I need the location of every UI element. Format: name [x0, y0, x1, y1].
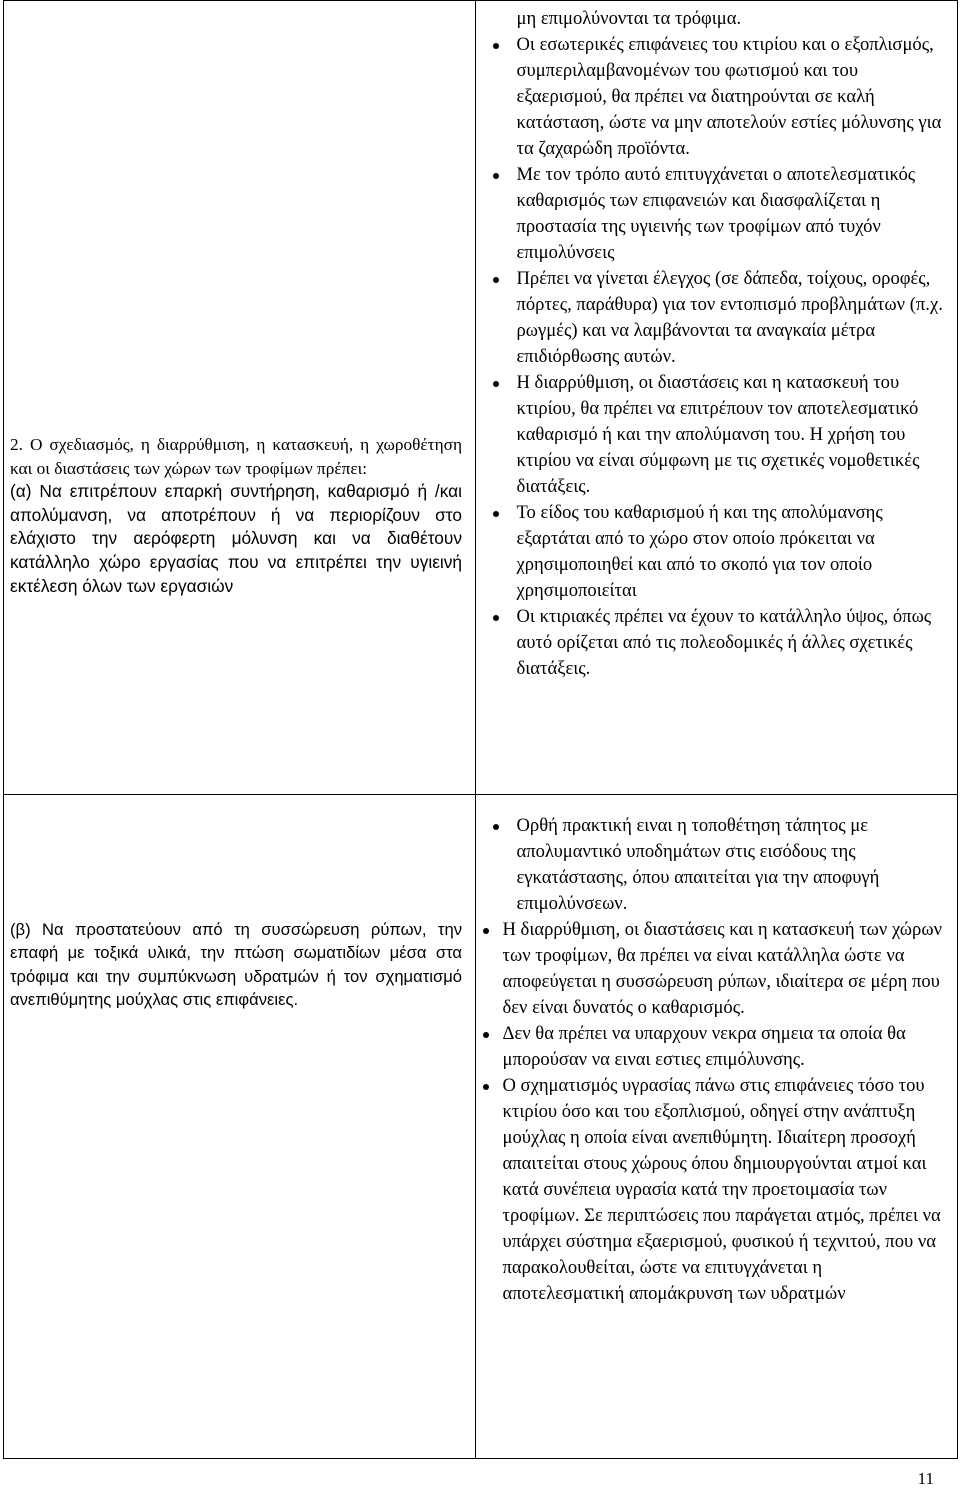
bullet-list-bottom [476, 813, 957, 1307]
list-item-text: Ο σχηματισμός υγρασίας πάνω στις επιφάνειες τόσο του κτιρίου όσο και του εξοπλισμού, οδηγεί στην ανάπτυξη μούχλας η οποία είναι ανεπιθύμητη. Ιδιαίτερη προσοχή απαιτείται στους χώρους όπου δημιουργούνται ατμοί και κατά συνέπεια υγρασία κατά την προετοιμασία των τροφίμων. Σε περιπτώσεις που παράγεται ατμός, πρέπει να υπάρχει σύστημα εξαερισμού, φυσικού ή τεχνιτού, που να παρακολουθείται, ώστε να επιτυγχάνεται η αποτελεσματική απομάκρυνση των υδρατμών [502, 1075, 941, 1304]
list-item [476, 500, 957, 604]
list-item [476, 32, 957, 162]
left-cell-top [4, 1, 476, 795]
list-item-text: Το είδος του καθαρισμού ή και της απολύμανσης εξαρτάται από το χώρο στον οποίο πρόκειται να χρησιμοποιηθεί και από το σκοπό για τον οποίο χρησιμοποιείται [516, 502, 883, 601]
bullet-icon [493, 824, 499, 830]
list-item [476, 917, 957, 1021]
list-item-text: Πρέπει να γίνεται έλεγχος (σε δάπεδα, τοίχους, οροφές, πόρτες, παράθυρα) για τον εντοπισμό προβλημάτων (π.χ. ρωγμές) και να λαμβάνονται τα αναγκαία μέτρα επιδιόρθωσης αυτών. [516, 268, 943, 367]
page-number: 11 [917, 1469, 934, 1488]
right-cell-top [476, 1, 958, 795]
list-item [476, 1021, 957, 1073]
right-cell-bottom [476, 795, 958, 1459]
bullet-icon [483, 1032, 489, 1038]
list-item [476, 162, 957, 266]
list-item-text: Οι κτιριακές πρέπει να έχουν το κατάλληλο ύψος, όπως αυτό ορίζεται από τις πολεοδομικές ή άλλες σχετικές διατάξεις. [516, 606, 932, 679]
section-2-text [10, 433, 462, 598]
list-item [476, 370, 957, 500]
item-b-text: (β) Να προστατεύουν από τη συσσώρευση ρύπων, την επαφή με τοξικά υλικά, την πτώση σωματιδίων μέσα στα τρόφιμα και την συμπύκνωση υδρατμών ή τον σχηματισμό ανεπιθύμητης μούχλας στις επιφάνειες. [10, 920, 462, 1010]
list-item-text: Με τον τρόπο αυτό επιτυγχάνεται ο αποτελεσματικός καθαρισμός των επιφανειών και διασφαλίζεται η προστασία της υγιεινής των τροφίμων από τυχόν επιμολύνσεις [516, 164, 916, 263]
list-item [476, 604, 957, 682]
list-item-text: Η διαρρύθμιση, οι διαστάσεις και η κατασκευή του κτιρίου, θα πρέπει να επιτρέπουν τον αποτελεσματικό καθαρισμό ή και την απολύμανση του. Η χρήση του κτιρίου να είναι σύμφωνη με τις σχετικές νομοθετικές διατάξεις. [516, 372, 920, 497]
item-a-text: (α) Να επιτρέπουν επαρκή συντήρηση, καθαρισμό ή /και απολύμανση, να αποτρέπουν ή να περιορίζουν στο ελάχιστο την αερόφερτη μόλυνση και να διαθέτουν κατάλληλο χώρο εργασίας που να επιτρέπει την υγιεινή εκτέλεση όλων των εργασιών [10, 481, 462, 596]
list-item-text: Δεν θα πρέπει να υπαρχουν νεκρα σημεια τα οποία θα μπορούσαν να ειναι εστιες επιμόλυνσης. [502, 1023, 906, 1070]
bullet-icon [493, 615, 499, 621]
list-item [476, 266, 957, 370]
table-row [4, 795, 958, 1459]
bullet-icon [493, 173, 499, 179]
table-row [4, 1, 958, 795]
bullet-list-top [476, 32, 957, 682]
list-item [476, 813, 957, 917]
bullet-icon [493, 511, 499, 517]
continuation-text: μη επιμολύνονται τα τρόφιμα. [516, 8, 742, 29]
bullet-icon [483, 928, 489, 934]
list-item-text: Ορθή πρακτική ειναι η τοποθέτηση τάπητος με απολυμαντικό υποδημάτων στις εισόδους της εγκατάστασης, όπου απαιτείται για την αποφυγή επιμολύνσεων. [516, 815, 880, 914]
bullet-icon [493, 43, 499, 49]
list-item [476, 1073, 957, 1307]
bullet-icon [493, 381, 499, 387]
content-table [3, 0, 958, 1459]
left-cell-bottom [4, 795, 476, 1459]
list-item-text: Οι εσωτερικές επιφάνειες του κτιρίου και ο εξοπλισμός, συμπεριλαμβανομένων του φωτισμού και του εξαερισμού, θα πρέπει να διατηρούνται σε καλή κατάσταση, ώστε να μην αποτελούν εστίες μόλυνσης για τα ζαχαρώδη προϊόντα. [516, 34, 942, 159]
bullet-icon [493, 277, 499, 283]
bullet-icon [483, 1084, 489, 1090]
list-item-text: Η διαρρύθμιση, οι διαστάσεις και η κατασκευή των χώρων των τροφίμων, θα πρέπει να είναι κατάλληλα ώστε να αποφεύγεται η συσσώρευση ρύπων, ιδιαίτερα σε μέρη που δεν είναι δυνατός ο καθαρισμός. [502, 919, 942, 1018]
section-lead: 2. Ο σχεδιασμός, η διαρρύθμιση, η κατασκευή, η χωροθέτηση και οι διαστάσεις των χώρων των τροφίμων πρέπει: [10, 435, 462, 478]
